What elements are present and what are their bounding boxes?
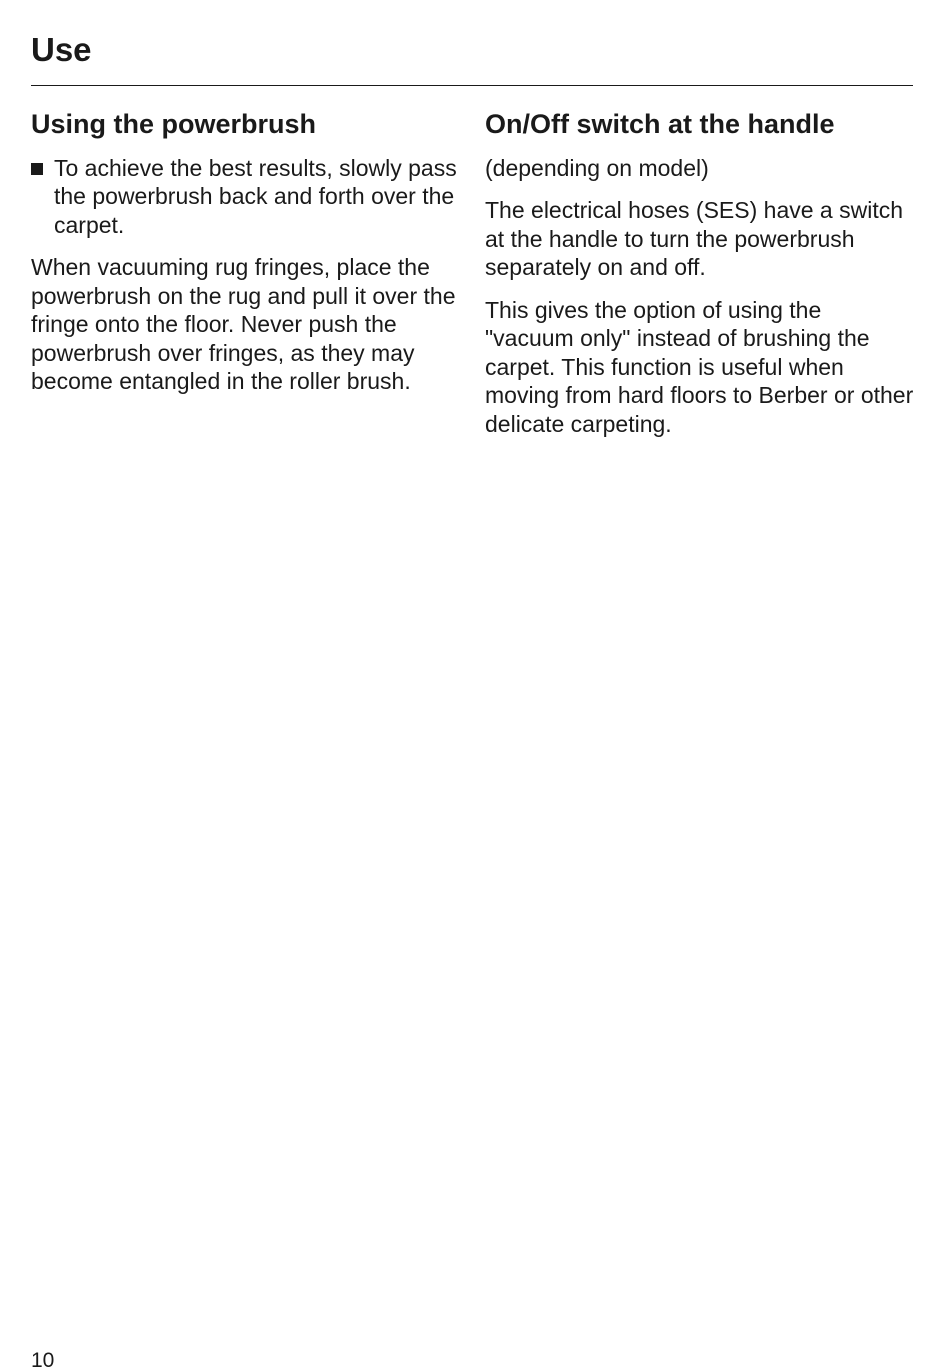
bullet-item: [31, 154, 461, 240]
bullet-text: To achieve the best results, slowly pass the powerbrush back and forth over the carpet.: [54, 154, 457, 238]
right-column: [485, 108, 915, 452]
switch-paragraph: The electrical hoses (SES) have a switch at the handle to turn the powerbrush separately on and off.: [485, 197, 904, 281]
model-note: (depending on model): [485, 154, 709, 181]
section-heading-switch: On/Off switch at the handle: [485, 109, 835, 139]
vacuum-only-paragraph: This gives the option of using the "vacuum only" instead of brushing the carpet. This function is useful when moving from hard floors to Berber or other delicate carpeting.: [485, 296, 914, 437]
square-bullet-icon: [31, 163, 43, 175]
section-heading-powerbrush: Using the powerbrush: [31, 109, 317, 139]
fringes-paragraph: When vacuuming rug fringes, place the powerbrush on the rug and pull it over the fringe onto the floor. Never push the powerbrush over fringes, as they may become entangled in the roller brush.: [31, 254, 456, 395]
page-number: 10: [31, 1349, 55, 1372]
title-divider: [31, 85, 913, 86]
left-column: [31, 108, 461, 410]
page-title: Use: [31, 31, 92, 68]
